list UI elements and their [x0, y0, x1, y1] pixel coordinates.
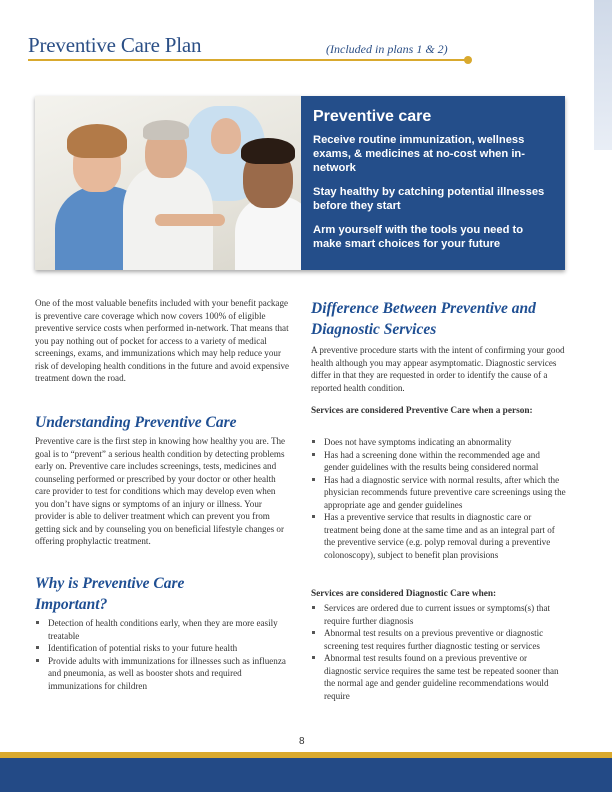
understanding-heading: Understanding Preventive Care	[35, 414, 237, 431]
diagnostic-list	[311, 602, 566, 702]
preventive-care-banner	[35, 96, 565, 270]
why-list	[35, 617, 290, 692]
preventive-list	[311, 436, 566, 561]
corner-accent	[594, 0, 612, 150]
banner-item: Receive routine immunization, wellness exams, & medicines at no-cost when in-network	[313, 134, 525, 174]
list-item: Does not have symptoms indicating an abnormality	[311, 436, 566, 449]
banner-item: Stay healthy by catching potential illnesses before they start	[313, 186, 545, 212]
list-item: Detection of health conditions early, when they are more easily treatable	[35, 617, 290, 642]
list-item: Provide adults with immunizations for illnesses such as influenza and pneumonia, as well as booster shots and required immunizations for children	[35, 655, 290, 693]
list-item: Has had a screening done within the recommended age and gender guidelines with the results being considered normal	[311, 449, 566, 474]
understanding-body: Preventive care is the first step in knowing how healthy you are. The goal is to “prevent” a serious health condition by detecting problems early on. Preventive care includes screenings, tests, medicines and counseling performed or prescribed by your doctor or other health care provider to test for conditions which may develop even when you don’t have signs or symptoms of an injury or illness. Your provider is able to deliver treatment which can prevent you from getting sick and by counseling you on beneficial lifestyle changes or offering prophylactic treatment.	[35, 436, 286, 546]
page-title: Preventive Care Plan	[28, 33, 202, 57]
list-item: Has a preventive service that results in diagnostic care or treatment being done at the same time and as an integral part of the preventive service (e.g. polyp removal during a preventive colonoscopy), subject to benefit plan provisions	[311, 511, 566, 561]
list-item: Abnormal test results found on a previous preventive or diagnostic service requires the same test be repeated sooner than the normal age and gender guideline recommendations would require	[311, 652, 566, 702]
list-item: Identification of potential risks to your future health	[35, 642, 290, 655]
intro-paragraph: One of the most valuable benefits included with your benefit package is preventive care coverage which now covers 100% of eligible preventive service costs when performed in-network. That means that you pay nothing out of pocket for access to a variety of medical screenings, exams, and immunizations which may help reduce your risk of developing health conditions in the future and avoid expensive treatment down the road.	[35, 298, 290, 383]
difference-body: A preventive procedure starts with the intent of confirming your good health although you may appear asymptomatic. Diagnostic services differ in that they are requested in order to identify the cause of a reported health condition.	[311, 345, 565, 393]
page-number: 8	[299, 736, 305, 747]
doctor-patient-photo	[35, 96, 301, 270]
banner-text-panel	[301, 96, 565, 270]
list-item: Services are ordered due to current issues or symptoms(s) that require further diagnosis	[311, 602, 566, 627]
preventive-subheading: Services are considered Preventive Care when a person:	[311, 406, 533, 416]
banner-item: Arm yourself with the tools you need to make smart choices for your future	[313, 224, 524, 250]
difference-heading: Difference Between Preventive and Diagnostic Services	[311, 300, 536, 338]
page-subtitle: (Included in plans 1 & 2)	[326, 42, 448, 56]
why-heading: Why is Preventive Care Important?	[35, 575, 185, 613]
list-item: Abnormal test results on a previous preventive or diagnostic screening test requires further diagnostic testing or services	[311, 627, 566, 652]
diagnostic-subheading: Services are considered Diagnostic Care when:	[311, 589, 497, 599]
footer-band	[0, 758, 612, 792]
banner-heading: Preventive care	[313, 108, 432, 125]
list-item: Has had a diagnostic service with normal results, after which the physician recommends future preventive care screenings using the appropriate age and gender guidelines	[311, 474, 566, 512]
title-rule	[28, 59, 468, 61]
